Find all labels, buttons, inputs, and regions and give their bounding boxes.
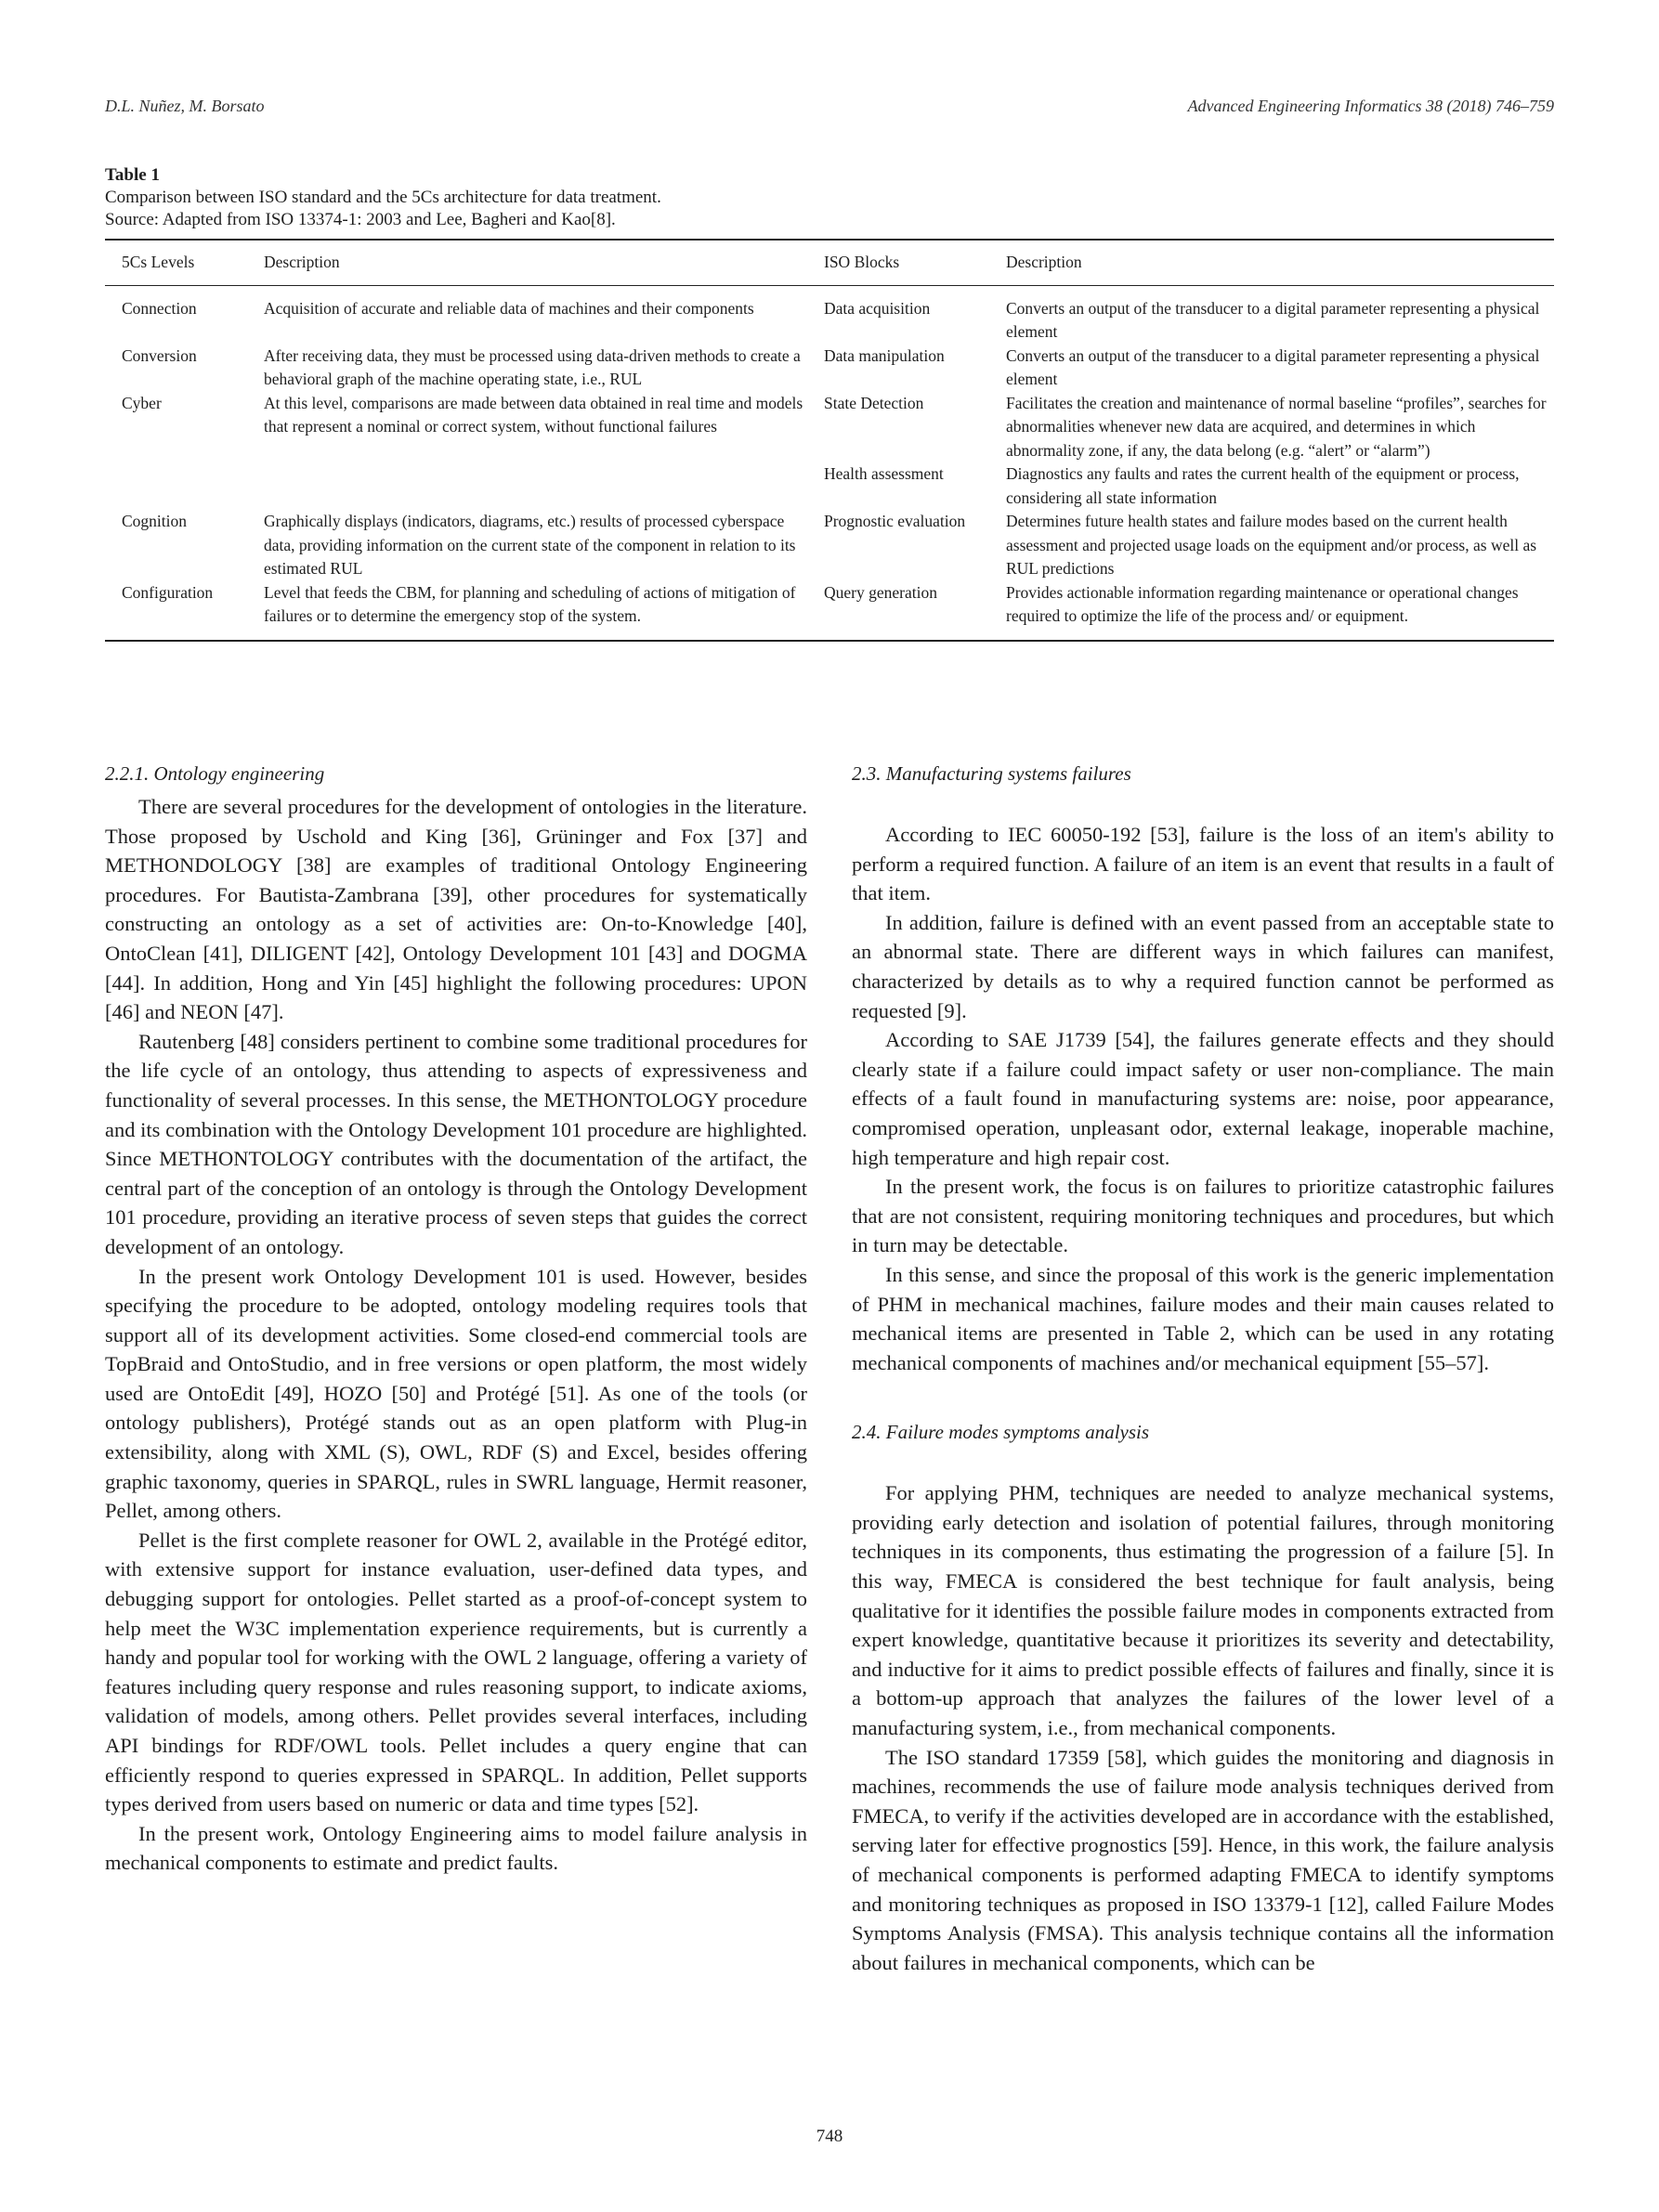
header-iso-description: Description: [989, 240, 1554, 285]
table-cell: Graphically displays (indicators, diagrams, etc.) results of processed cyberspace data, providing information on the current state of the component in relation to its estimated RUL: [264, 512, 796, 578]
table-row: [105, 285, 1554, 345]
table-cell: Data acquisition: [824, 298, 931, 318]
table-cell: Determines future health states and failure modes based on the current health assessment and projected usage loads on the equipment and/or process, as well as RUL predictions: [1006, 512, 1537, 578]
left-column: [105, 760, 807, 1878]
paragraph: In the present work, Ontology Engineering aims to model failure analysis in mechanical components to estimate and predict faults.: [105, 1821, 807, 1875]
table-cell: Converts an output of the transducer to a digital parameter representing a physical element: [1006, 298, 1540, 341]
table-row: [105, 510, 1554, 581]
paragraph: According to SAE J1739 [54], the failures generate effects and they should clearly state if a failure could impact safety or user non-compliance. The main effects of a fault found in manufacturing systems are: noise, poor appearance, compromised operation, unpleasant odor, external leakage, inoperable machine, high temperature and high repair cost.: [852, 1028, 1554, 1169]
section-heading-manufacturing-failures: 2.3. Manufacturing systems failures: [852, 762, 1131, 785]
table-cell: Health assessment: [824, 464, 944, 483]
table-row: [105, 581, 1554, 641]
paragraph: For applying PHM, techniques are needed to analyze mechanical systems, providing early detection and isolation of potential failures, through monitoring techniques in its components, thus estimating the progression of a failure [5]. In this way, FMECA is considered the best technique for fault analysis, being qualitative for it identifies the possible failure modes in components extracted from expert knowledge, quantitative because it prioritizes its severity and detectability, and inductive for it aims to predict possible effects of failures and finally, since it is a bottom-up approach that analyzes the failures of the lower level of a manufacturing system, i.e., from mechanical components.: [852, 1481, 1554, 1740]
table-row: [105, 392, 1554, 463]
spacer: [852, 1451, 1554, 1478]
table-header-row: [105, 240, 1554, 285]
paragraph: In the present work Ontology Development 101 is used. However, besides specifying the procedure to be adopted, ontology modeling requires tools that support all of its development activities. Some closed-end commercial tools are TopBraid and OntoStudio, and in free versions or open platform, the most widely used are OntoEdit [49], HOZO [50] and Protégé [51]. As one of the tools (or ontology publishers), Protégé stands out as an open platform with Plug-in extensibility, along with XML (S), OWL, RDF (S) and Excel, besides offering graphic taxonomy, queries in SPARQL, rules in SWRL language, Hermit reasoner, Pellet, among others.: [105, 1264, 807, 1523]
section-heading-fmsa: 2.4. Failure modes symptoms analysis: [852, 1421, 1150, 1444]
table-row: [105, 345, 1554, 392]
paragraph: According to IEC 60050-192 [53], failure is the loss of an item's ability to perform a required function. A failure of an item is an event that results in a fault of that item.: [852, 823, 1554, 905]
table-cell: Provides actionable information regarding maintenance or operational changes required to optimize the life of the process and/ or equipment.: [989, 581, 1554, 641]
page-number: 748: [816, 2127, 843, 2146]
table-cell: [247, 462, 807, 510]
running-header-authors: D.L. Nuñez, M. Borsato: [105, 97, 265, 115]
table-label: Table 1: [105, 165, 160, 185]
right-column: [852, 760, 1554, 1977]
paragraph: In the present work, the focus is on failures to prioritize catastrophic failures that are not consistent, requiring monitoring techniques and procedures, but which in turn may be detectable.: [852, 1175, 1554, 1257]
table-cell: [105, 462, 247, 510]
table-cell: Acquisition of accurate and reliable data of machines and their components: [264, 298, 754, 318]
table-caption: Comparison between ISO standard and the 5Cs architecture for data treatment.: [105, 188, 661, 207]
table-cell: After receiving data, they must be processed using data-driven methods to create a behavioral graph of the machine operating state, i.e., RUL: [264, 345, 801, 388]
table-cell: Diagnostics any faults and rates the current health of the equipment or process, considering all state information: [1006, 464, 1520, 507]
table-cell: Prognostic evaluation: [824, 512, 966, 530]
paragraph: In addition, failure is defined with an event passed from an acceptable state to an abnormal state. There are different ways in which failures can manifest, characterized by details as to why a required function cannot be performed as requested [9].: [852, 910, 1554, 1022]
header-iso-blocks: ISO Blocks: [807, 240, 989, 285]
comparison-table: [105, 239, 1554, 642]
table-cell: Conversion: [122, 345, 197, 365]
table-cell: Level that feeds the CBM, for planning and scheduling of actions of mitigation of failures or to determine the emergency stop of the system.: [247, 581, 807, 641]
table-cell: At this level, comparisons are made between data obtained in real time and models that represent a nominal or correct system, without functional failures: [264, 393, 803, 436]
table-cell: Configuration: [105, 581, 247, 641]
table-cell: Cognition: [122, 512, 188, 530]
table-cell: Data manipulation: [824, 345, 945, 365]
spacer: [852, 792, 1554, 820]
table-cell: Connection: [122, 298, 197, 318]
table-cell: Facilitates the creation and maintenance of normal baseline “profiles”, searches for abnormalities whenever new data are acquired, and determines in which abnormality zone, if any, the data belong (e.g. “alert” or “alarm”): [1006, 393, 1547, 460]
table-cell: Converts an output of the transducer to a digital parameter representing a physical element: [1006, 345, 1540, 388]
table-cell: Query generation: [807, 581, 989, 641]
running-header-journal: Advanced Engineering Informatics 38 (2018) 746–759: [1187, 97, 1554, 115]
paragraph: Pellet is the first complete reasoner for OWL 2, available in the Protégé editor, with extensive support for instance evaluation, user-defined data types, and debugging support for ontologies. Pellet started as a proof-of-concept system to help meet the W3C implementation experience requirements, but is currently a handy and popular tool for working with the OWL 2 language, offering a variety of features including query response and rules reasoning support, to indicate axioms, validation of models, among others. Pellet provides several interfaces, including API bindings for RDF/OWL tools. Pellet includes a query engine that can efficiently respond to queries expressed in SPARQL. In addition, Pellet supports types derived from users based on numeric or data and time types [52].: [105, 1528, 807, 1816]
table-row: [105, 462, 1554, 510]
paragraph: In this sense, and since the proposal of this work is the generic implementation of PHM in mechanical machines, failure modes and their main causes related to mechanical items are presented in Table 2, which can be used in any rotating mechanical components of machines and/or mechanical equipment [55–57].: [852, 1262, 1554, 1374]
section-heading-ontology-engineering: 2.2.1. Ontology engineering: [105, 762, 325, 785]
table-cell: Cyber: [122, 393, 162, 412]
header-description: Description: [247, 240, 807, 285]
table-cell: State Detection: [824, 393, 924, 412]
table-1: [105, 164, 1554, 642]
paragraph: The ISO standard 17359 [58], which guides the monitoring and diagnosis in machines, recommends the use of failure mode analysis techniques derived from FMECA, to verify if the activities developed are in accordance with the established, serving later for effective prognostics [59]. Hence, in this work, the failure analysis of mechanical components is performed adapting FMECA to identify symptoms and monitoring techniques as proposed in ISO 13379-1 [12], called Failure Modes Symptoms Analysis (FMSA). This analysis technique contains all the information about failures in mechanical components, which can be: [852, 1745, 1555, 1974]
paragraph: Rautenberg [48] considers pertinent to combine some traditional procedures for the life cycle of an ontology, thus attending to aspects of expressiveness and functionality of several processes. In this sense, the METHONTOLOGY procedure and its combination with the Ontology Development 101 procedure are highlighted. Since METHONTOLOGY contributes with the documentation of the artifact, the central part of the conception of an ontology is through the Ontology Development 101 procedure, providing an iterative process of seven steps that guides the correct development of an ontology.: [105, 1029, 807, 1258]
header-5cs-levels: 5Cs Levels: [105, 240, 247, 285]
spacer: [852, 1377, 1554, 1418]
paragraph: There are several procedures for the development of ontologies in the literature. Those proposed by Uschold and King [36], Grüninger and Fox [37] and METHONDOLOGY [38] are examples of traditional Ontology Engineering procedures. For Bautista-Zambrana [39], other procedures for systematically constructing an ontology as a set of activities are: On-to-Knowledge [40], OntoClean [41], DILIGENT [42], Ontology Development 101 [43] and DOGMA [44]. In addition, Hong and Yin [45] highlight the following procedures: UPON [46] and NEON [47].: [105, 795, 807, 1024]
table-source: Source: Adapted from ISO 13374-1: 2003 and Lee, Bagheri and Kao[8].: [105, 210, 616, 229]
